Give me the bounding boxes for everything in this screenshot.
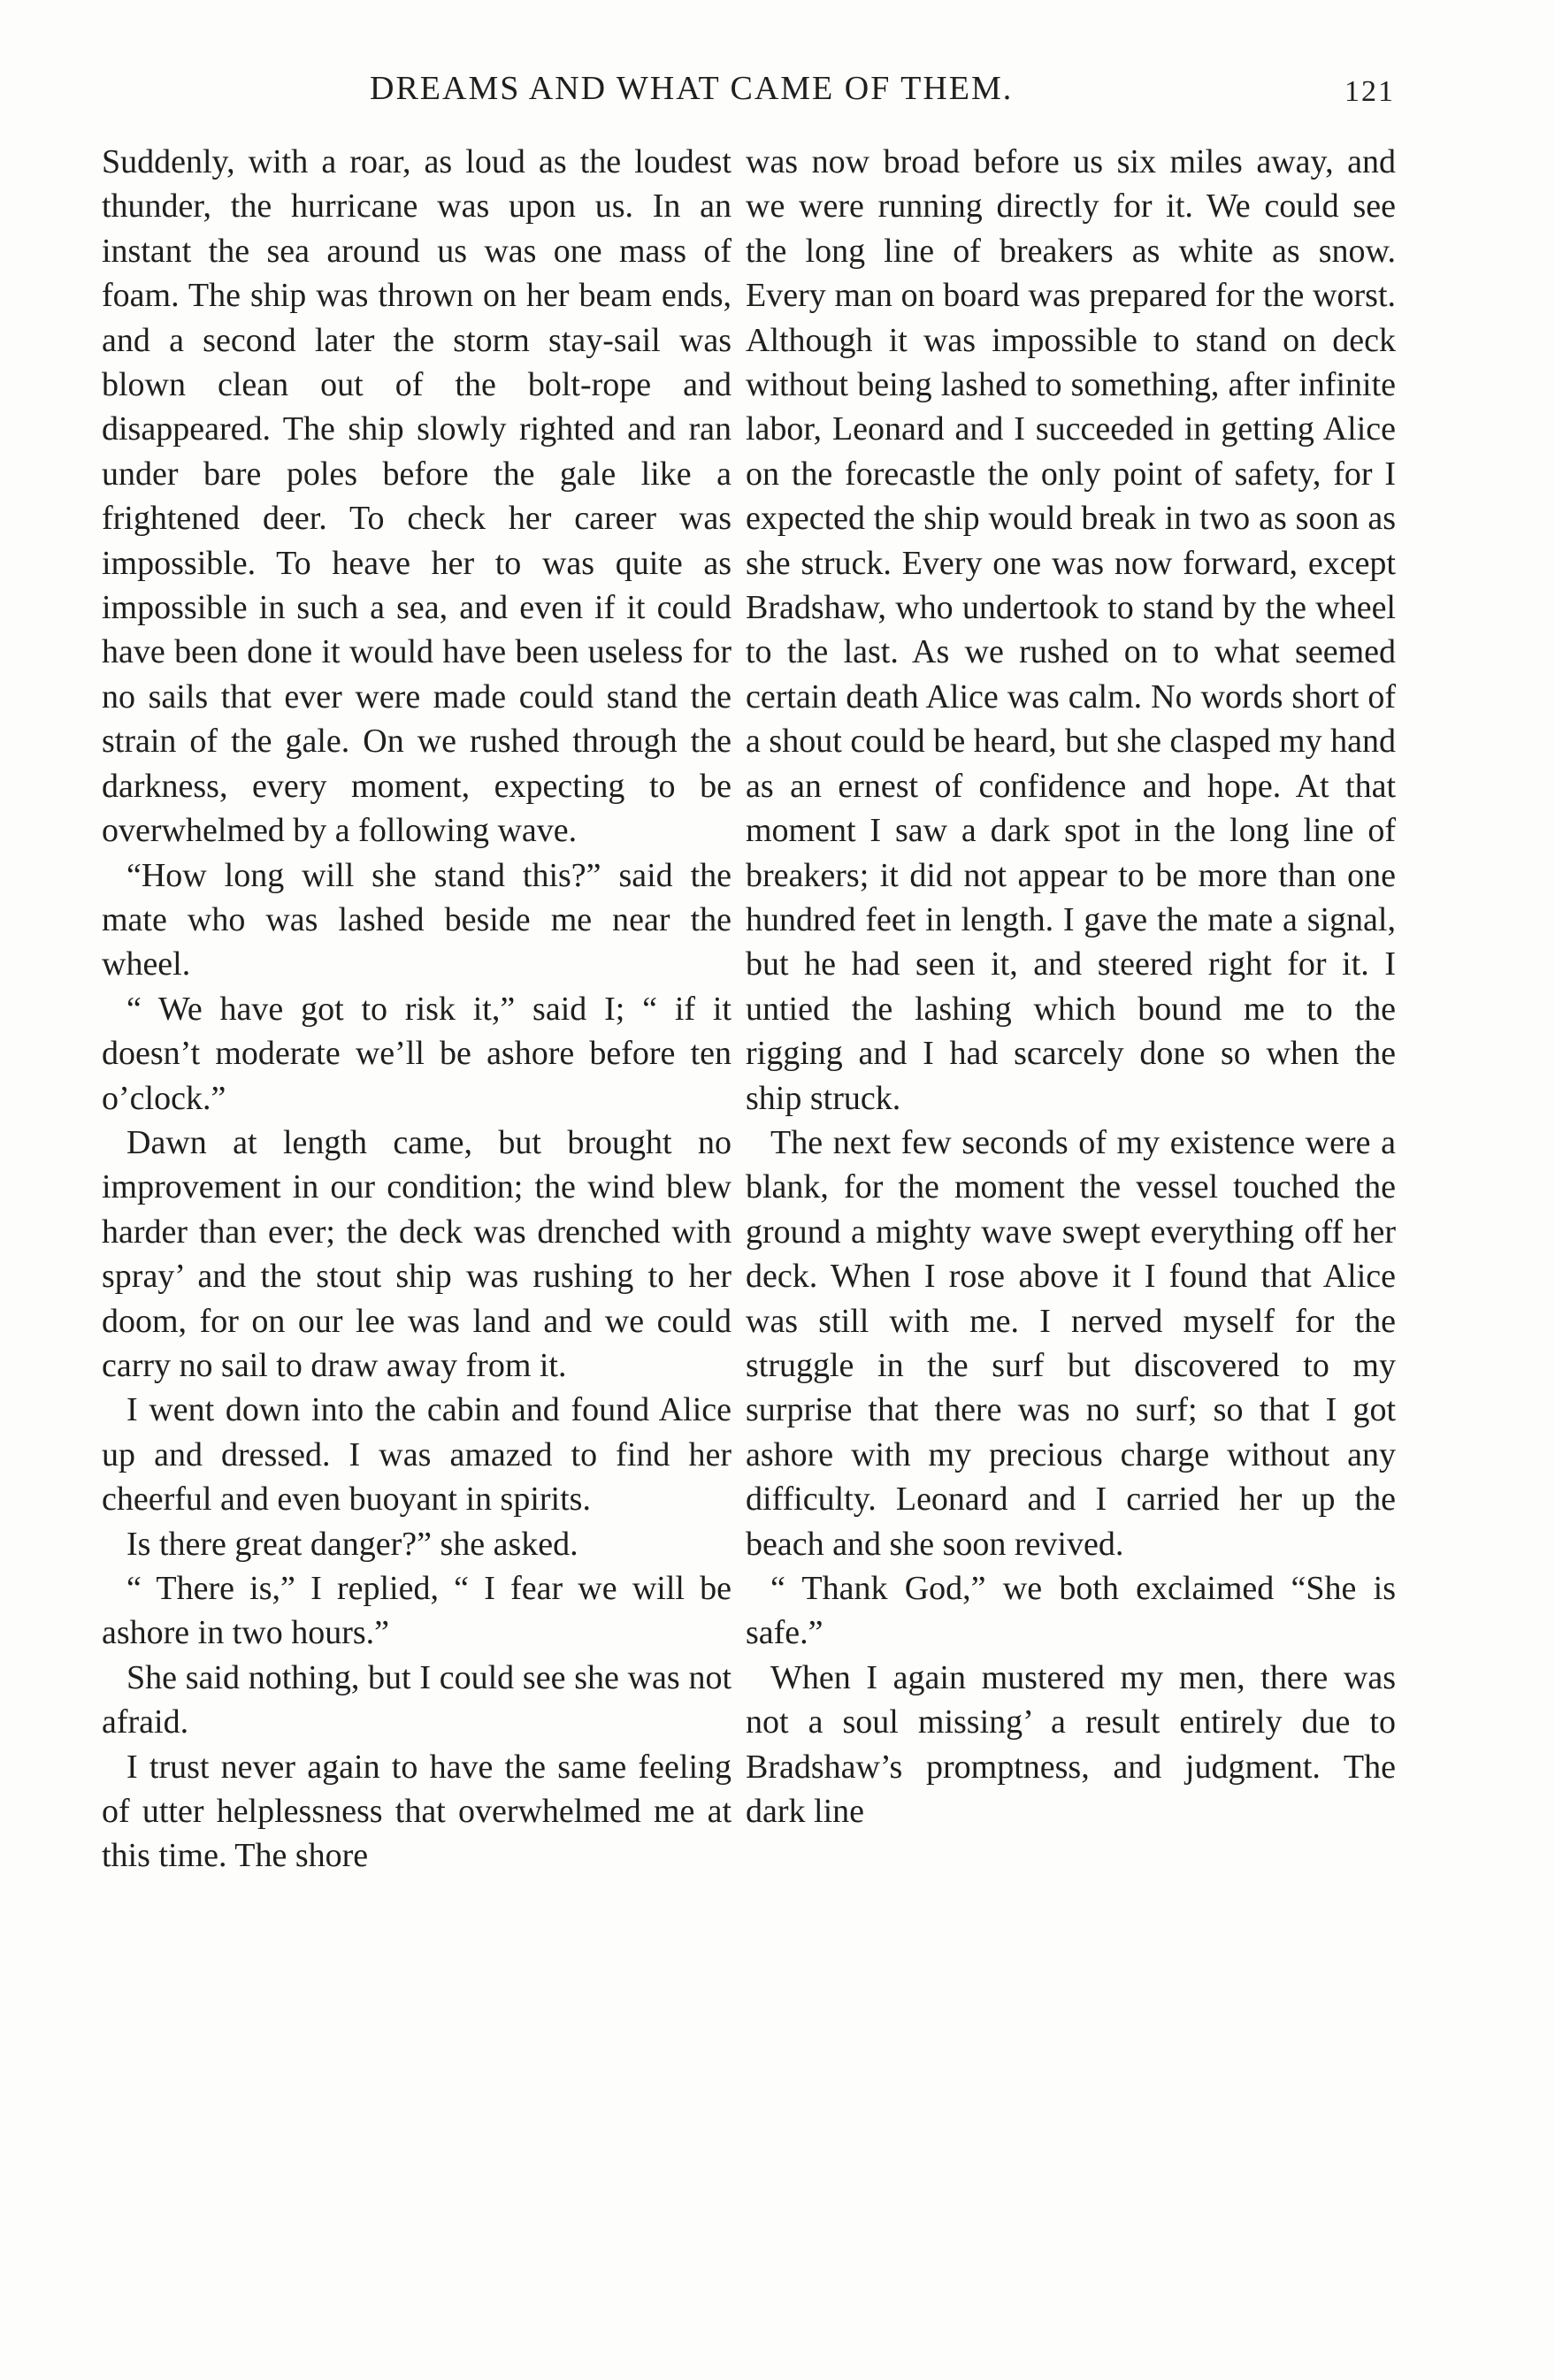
paragraph: The next few seconds of my existence were a blank, for the moment the vessel touched the ground a mighty wave swept everything off her deck. When I rose above it I found that Alice was still with me. I nerved myself for the struggle in the surf but discovered to my surprise that there was no surf; so that I got ashore with my precious charge without any difficulty. Leonard and I carried her up the beach and she soon revived. (746, 1123, 1396, 1563)
paragraph: Suddenly, with a roar, as loud as the loudest thunder, the hurricane was upon us. In an instant the sea around us was one mass of foam. The ship was thrown on her beam ends, and a second later the storm stay-sail was blown clean out of the bolt-rope and disappeared. The ship slowly righted and ran under bare poles before the gale like a frightened deer. To check her career was impossible. To heave her to was quite as impossible in such a sea, and even if it could have been done it would have been useless for no sails that ever were made could stand the strain of the gale. On we rushed through the darkness, every moment, expecting to be overwhelmed by a following wave. (102, 143, 732, 850)
page-header (0, 69, 1555, 122)
paragraph: When I again mustered my men, there was not a soul missing’ a result entirely due to Bradshaw’s promptness, and judgment. The dark line (746, 1658, 1396, 1831)
running-title: DREAMS AND WHAT CAME OF THEM. (370, 70, 1014, 107)
paragraph: She said nothing, but I could see she was not afraid. (102, 1658, 732, 1741)
paragraph: was now broad before us six miles away, and we were running directly for it. We could see the long line of breakers as white as snow. Every man on board was prepared for the worst. Although it was impossible to stand on deck without being lashed to something, after infinite labor, Leonard and I succeeded in getting Alice on the forecastle the only point of safety, for I expected the ship would break in two as soon as she struck. Every one was now forward, except Bradshaw, who undertook to stand by the wheel to the last. As we rushed on to what seemed certain death Alice was calm. No words short of a shout could be heard, but she clasped my hand as an ernest of confidence and hope. At that moment I saw a dark spot in the long line of breakers; it did not appear to be more than one hundred feet in length. I gave the mate a signal, but he had seen it, and steered right for it. I untied the lashing which bound me to the rigging and I had scarcely done so when the ship struck. (746, 143, 1396, 1117)
paragraph: Dawn at length came, but brought no improvement in our condition; the wind blew harder than ever; the deck was drenched with spray’ and the stout ship was rushing to her doom, for on our lee was land and we could carry no sail to draw away from it. (102, 1123, 732, 1384)
paragraph: Is there great danger?” she asked. (126, 1525, 578, 1563)
page-number: 121 (1344, 75, 1395, 108)
paragraph: I went down into the cabin and found Alice up and dressed. I was amazed to find her cheerful and even buoyant in spirits. (102, 1391, 732, 1519)
left-column (102, 140, 732, 1879)
paragraph: “ Thank God,” we both exclaimed “She is safe.” (746, 1570, 1396, 1652)
right-column (746, 140, 1396, 1833)
paragraph: I trust never again to have the same feeling of utter helplessness that overwhelmed me at this time. The shore (102, 1748, 732, 1875)
paragraph: “ We have got to risk it,” said I; “ if it doesn’t moderate we’ll be ashore before ten o’clock.” (102, 990, 732, 1117)
paragraph: “ There is,” I replied, “ I fear we will be ashore in two hours.” (102, 1570, 732, 1652)
paragraph: “How long will she stand this?” said the mate who was lashed beside me near the wheel. (102, 856, 732, 983)
